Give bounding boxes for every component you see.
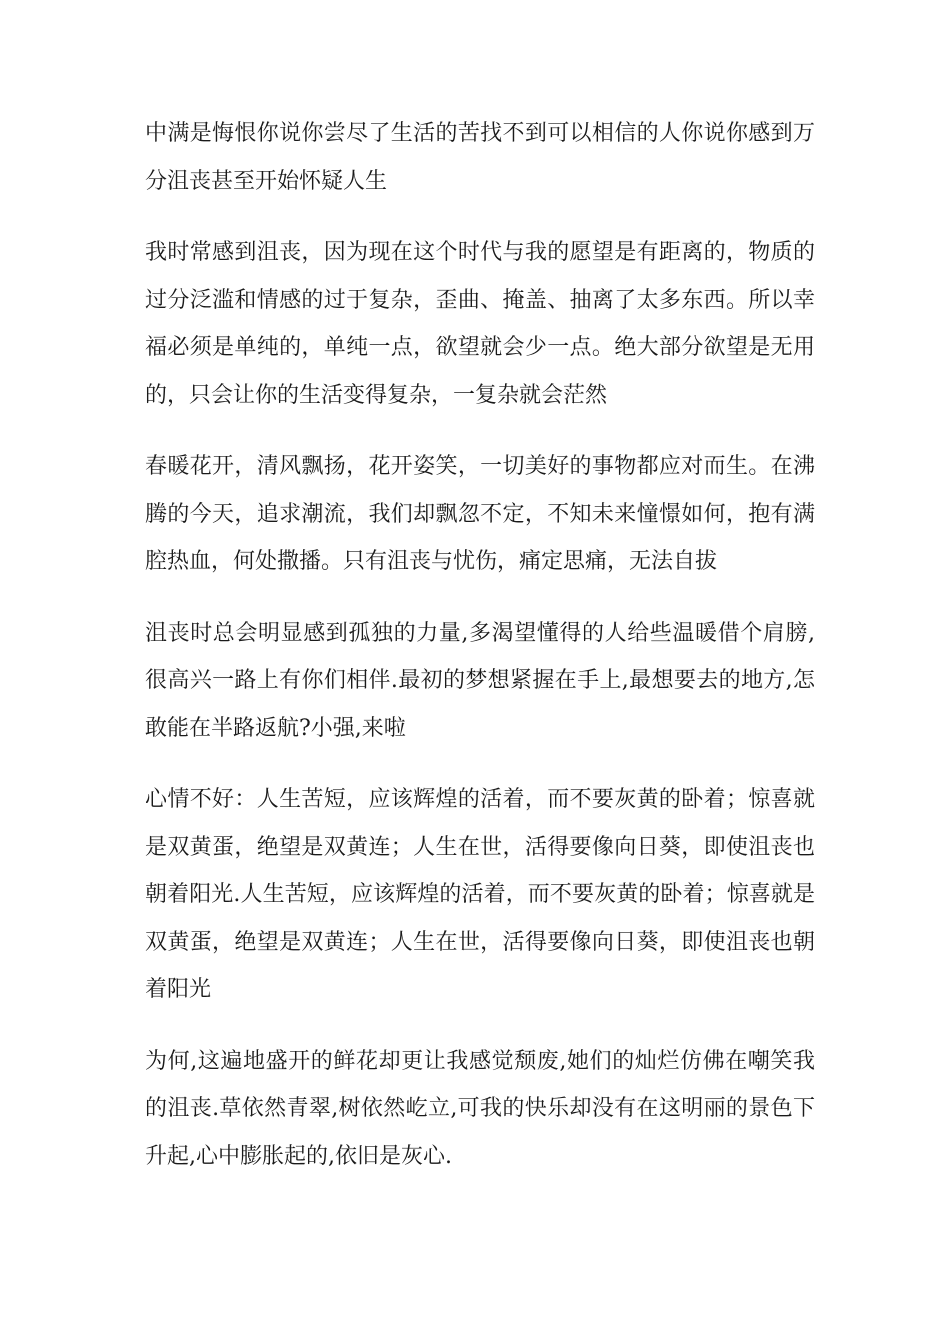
paragraph-2: 我时常感到沮丧，因为现在这个时代与我的愿望是有距离的，物质的过分泛滥和情感的过于复杂，歪曲、掩盖、抽离了太多东西。所以幸福必须是单纯的，单纯一点，欲望就会少一点。绝大部分欲望是无用的，只会让你的生活变得复杂，一复杂就会茫然 [145, 240, 815, 408]
document-body [145, 110, 815, 1204]
paragraph-5: 心情不好：人生苦短，应该辉煌的活着，而不要灰黄的卧着；惊喜就是双黄蛋，绝望是双黄连；人生在世，活得要像向日葵，即使沮丧也朝着阳光.人生苦短，应该辉煌的活着，而不要灰黄的卧着；惊喜就是双黄蛋，绝望是双黄连；人生在世，活得要像向日葵，即使沮丧也朝着阳光 [145, 787, 815, 1002]
paragraph-1: 中满是悔恨你说你尝尽了生活的苦找不到可以相信的人你说你感到万分沮丧甚至开始怀疑人生 [145, 121, 815, 194]
paragraph-6: 为何,这遍地盛开的鲜花却更让我感觉颓废,她们的灿烂仿佛在嘲笑我的沮丧.草依然青翠,树依然屹立,可我的快乐却没有在这明丽的景色下升起,心中膨胀起的,依旧是灰心. [145, 1048, 815, 1169]
paragraph-3: 春暖花开，清风飘扬，花开姿笑，一切美好的事物都应对而生。在沸腾的今天，追求潮流，我们却飘忽不定，不知未来憧憬如何，抱有满腔热血，何处撒播。只有沮丧与忧伤，痛定思痛，无法自拔 [145, 454, 815, 574]
paragraph-4: 沮丧时总会明显感到孤独的力量,多渴望懂得的人给些温暖借个肩膀,很高兴一路上有你们相伴.最初的梦想紧握在手上,最想要去的地方,怎敢能在半路返航?小强,来啦 [145, 620, 815, 741]
